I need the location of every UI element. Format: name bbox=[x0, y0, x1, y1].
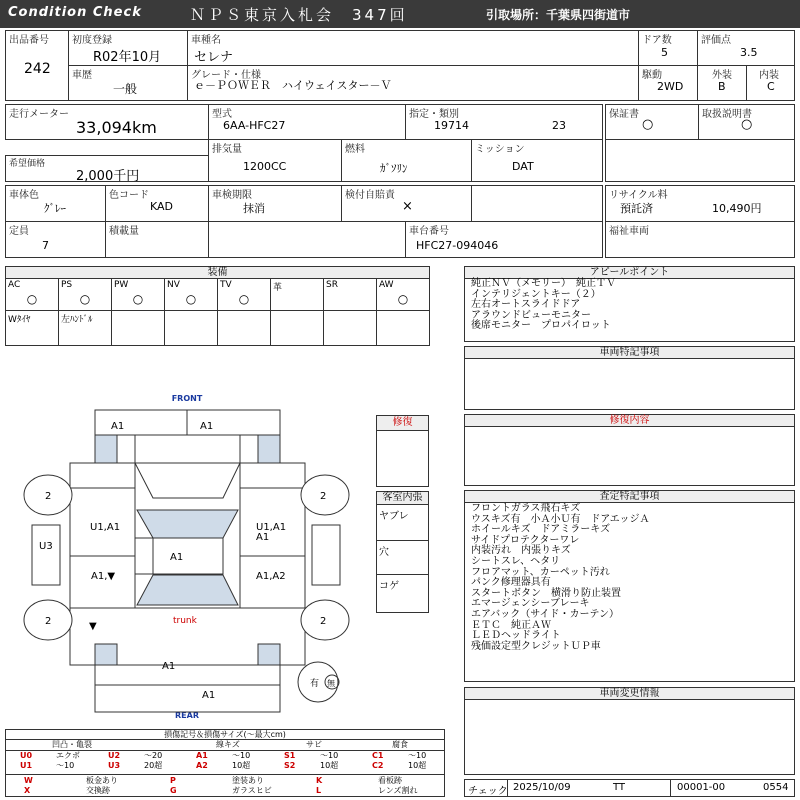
inspection-notes-box bbox=[464, 490, 795, 682]
score: 3.5 bbox=[740, 46, 758, 59]
equipment-cell bbox=[377, 311, 429, 346]
legend-code: S2 bbox=[284, 761, 296, 770]
legend-group-3: サビ bbox=[306, 740, 322, 749]
repair-box-title: 修復 bbox=[377, 416, 428, 431]
label-front-bumper-right: A1 bbox=[200, 421, 214, 432]
equipment-cell bbox=[112, 311, 165, 346]
label-rear-panel: A1 bbox=[162, 661, 176, 672]
lot-box: 出品番号 242 bbox=[5, 30, 69, 101]
equipment-cell bbox=[59, 311, 112, 346]
equipment-value: ○ bbox=[238, 292, 250, 306]
left-body-line bbox=[70, 463, 95, 665]
legend-code-2: K bbox=[316, 776, 323, 785]
damage-legend bbox=[5, 729, 445, 797]
welfare-box: 福祉車両 bbox=[605, 221, 795, 258]
interior-status-box bbox=[376, 491, 429, 613]
load-box: 積載量 bbox=[105, 221, 209, 258]
legend-group-1: 凹凸・亀裂 bbox=[52, 740, 92, 749]
interior-box: 内装 C bbox=[746, 65, 795, 101]
lot-number: 242 bbox=[24, 61, 51, 77]
legend-code-2: X bbox=[24, 786, 31, 795]
legend-code-2: L bbox=[316, 786, 322, 795]
equipment-cell bbox=[6, 311, 59, 346]
checker: TT bbox=[613, 782, 626, 793]
legend-code: U0 bbox=[20, 751, 33, 760]
mileage: 33,094km bbox=[76, 118, 157, 137]
first-reg: R02年10月 bbox=[93, 50, 162, 65]
interior-item-koge: コゲ bbox=[379, 581, 399, 592]
equipment-key: AW bbox=[379, 280, 394, 290]
displacement-box: 排気量 1200CC bbox=[208, 139, 342, 182]
label-rl-door: A1,▼ bbox=[91, 571, 116, 582]
legend-code: U1 bbox=[20, 761, 33, 770]
color-box: 車体色 ｸﾞﾚｰ bbox=[5, 185, 106, 222]
fl-light bbox=[95, 435, 117, 463]
equipment-key: Wﾀｲﾔ bbox=[8, 315, 31, 325]
recycle-fee: 10,490円 bbox=[712, 202, 762, 215]
interior-status-title: 客室内張 bbox=[377, 492, 428, 505]
rear-left-door bbox=[70, 556, 135, 608]
legend-text: 10超 bbox=[408, 761, 427, 770]
capacity-box: 定員 7 bbox=[5, 221, 106, 258]
self-liability: × bbox=[402, 199, 413, 214]
equipment-cell bbox=[324, 311, 377, 346]
label-rr-door: A1,A2 bbox=[256, 571, 286, 582]
windshield-glass bbox=[137, 510, 238, 538]
legend-text: ～10 bbox=[408, 751, 427, 760]
footer-code: 00001-00 bbox=[677, 782, 726, 793]
price-box: 希望価格 2,000千円 bbox=[5, 155, 209, 182]
legend-text: ～20 bbox=[144, 751, 163, 760]
recycle-status: 預託済 bbox=[620, 202, 653, 215]
history: 一般 bbox=[113, 82, 138, 96]
equipment-key: NV bbox=[167, 280, 180, 290]
label-left-side: U3 bbox=[39, 541, 53, 552]
footer-number: 0554 bbox=[763, 782, 789, 793]
legend-text: ～10 bbox=[232, 751, 251, 760]
self-liability-box: 検付自賠責 × bbox=[341, 185, 472, 222]
appeal-list: 純正ＮＶ（メモリー） 純正ＴＶ インテリジェントキー（２） 左右オートスライドドア アラウンドビューモニター 後席モニター プロパイロット bbox=[471, 278, 616, 332]
right-side-panel bbox=[312, 525, 340, 585]
equipment-cell bbox=[218, 279, 271, 311]
interior: C bbox=[767, 80, 775, 93]
exterior-box: 外装 B bbox=[697, 65, 747, 101]
legend-code: A1 bbox=[196, 751, 208, 760]
inspection-notes-list: フロントガラス飛石キズ ウスキズ有 小Ａ小Ｕ有 ドアエッジＡ ホイールキズ ドアミラーキズ サイドプロテクターワレ 内装汚れ 内張りキズ シートスレ、ヘタリ フロアマット、カーペット汚れ パンク修理器具有 スタートボタン 横滑り防止装置 エマージェンシーブレーキ エアバック（サイド・カーテン） ＥＴＣ 純正ＡＷ ＬＥＤヘッドライト 残価設定型クレジットＵＰ車 bbox=[471, 503, 650, 652]
first-reg-box: 初度登録 R02年10月 bbox=[68, 30, 188, 66]
label-roof: A1 bbox=[170, 552, 184, 563]
legend-code: U2 bbox=[108, 751, 121, 760]
legend-text: 10超 bbox=[232, 761, 251, 770]
legend-title: 損傷記号＆損傷サイズ(～最大cm) bbox=[6, 730, 444, 740]
appeal-box bbox=[464, 266, 795, 342]
equipment-value: ○ bbox=[132, 292, 144, 306]
manual: ○ bbox=[741, 117, 753, 132]
price: 2,000千円 bbox=[76, 169, 140, 184]
color-code-box: 色コード KAD bbox=[105, 185, 209, 222]
equipment-value: ○ bbox=[397, 292, 409, 306]
rear-bumper bbox=[95, 665, 280, 712]
equipment-cell bbox=[165, 279, 218, 311]
label-trunk: trunk bbox=[173, 616, 197, 626]
fuel: ｶﾞｿﾘﾝ bbox=[380, 162, 408, 175]
legend-text-2: 看板跡 bbox=[378, 776, 402, 785]
rear-right-door bbox=[240, 556, 305, 608]
equipment-key: 左ﾊﾝﾄﾞﾙ bbox=[61, 315, 93, 325]
rear-label: REAR bbox=[175, 711, 199, 720]
equipment-key: TV bbox=[220, 280, 232, 290]
doors-box: ドア数 5 bbox=[638, 30, 698, 66]
exterior: B bbox=[718, 80, 726, 93]
legend-group-2: 線キズ bbox=[216, 740, 240, 749]
label-fl-door: U1,A1 bbox=[90, 522, 121, 533]
inspection-expiry: 抹消 bbox=[243, 202, 265, 215]
chassis-box: 車台番号 HFC27-094046 bbox=[405, 221, 603, 258]
appeal-title: アピールポイント bbox=[465, 267, 794, 279]
fuel-box: 燃料 ｶﾞｿﾘﾝ bbox=[341, 139, 472, 182]
designation-box: 指定・類別 19714 23 bbox=[405, 104, 603, 140]
legend-text-2: 板金あり bbox=[86, 776, 118, 785]
car-name: セレナ bbox=[194, 50, 234, 65]
label-fr-door-1: U1,A1 bbox=[256, 522, 287, 533]
equipment-cell bbox=[59, 279, 112, 311]
model: 6AA-HFC27 bbox=[223, 119, 286, 132]
interior-item-yabure: ヤブレ bbox=[379, 511, 409, 522]
change-info-box bbox=[464, 687, 795, 775]
car-name-box: 車種名 セレナ bbox=[187, 30, 639, 66]
label-front-bumper-left: A1 bbox=[111, 421, 125, 432]
legend-code-2: W bbox=[24, 776, 33, 785]
chassis-number: HFC27-094046 bbox=[416, 239, 499, 252]
rear-glass bbox=[137, 575, 238, 605]
label-spare-mark: 無 bbox=[327, 679, 335, 688]
label-wheel-fl: 2 bbox=[45, 491, 52, 502]
repair-content-title: 修復内容 bbox=[465, 415, 794, 427]
legend-code: C2 bbox=[372, 761, 384, 770]
equipment-cell bbox=[6, 279, 59, 311]
legend-group-4: 腐食 bbox=[392, 740, 408, 749]
repair-box bbox=[376, 415, 429, 487]
roof-panel bbox=[153, 538, 223, 574]
equipment-cell bbox=[271, 311, 324, 346]
equipment-key: SR bbox=[326, 280, 338, 290]
legend-text: ～10 bbox=[56, 761, 75, 770]
legend-text: ～10 bbox=[320, 751, 339, 760]
category: 23 bbox=[552, 119, 566, 132]
color-code: KAD bbox=[150, 200, 174, 213]
rl-light bbox=[95, 644, 117, 665]
header-bar bbox=[0, 0, 800, 28]
check-date: 2025/10/09 bbox=[513, 782, 571, 793]
legend-text: 20超 bbox=[144, 761, 163, 770]
warranty: ○ bbox=[642, 117, 654, 132]
legend-text: 10超 bbox=[320, 761, 339, 770]
drive-box: 駆動 2WD bbox=[638, 65, 698, 101]
capacity: 7 bbox=[42, 239, 49, 252]
color: ｸﾞﾚｰ bbox=[44, 202, 66, 215]
condition-check-title: Condition Check bbox=[8, 5, 142, 20]
footer-check bbox=[464, 779, 795, 797]
blank-box-right bbox=[605, 139, 795, 182]
inspection-notes-title: 査定特記事項 bbox=[465, 491, 794, 503]
legend-code: U3 bbox=[108, 761, 121, 770]
manual-box: 取扱説明書 ○ bbox=[698, 104, 795, 140]
pickup-location: 引取場所：千葉県四街道市 bbox=[486, 8, 631, 22]
front-label: FRONT bbox=[171, 394, 203, 403]
legend-text-2: ガラスヒビ bbox=[232, 786, 272, 795]
blank-mid-box bbox=[471, 185, 603, 222]
legend-text: エクボ bbox=[56, 751, 80, 760]
mission: DAT bbox=[512, 160, 534, 173]
special-notes-title: 車両特記事項 bbox=[465, 347, 794, 359]
change-info-title: 車両変更情報 bbox=[465, 688, 794, 700]
fr-light bbox=[258, 435, 280, 463]
inspection-box: 車検期限 抹消 bbox=[208, 185, 342, 222]
equipment-value: ○ bbox=[185, 292, 197, 306]
legend-text-2: レンズ割れ bbox=[378, 786, 418, 795]
legend-code: C1 bbox=[372, 751, 384, 760]
car-damage-diagram bbox=[0, 380, 376, 725]
left-side-panel bbox=[32, 525, 60, 585]
equipment-cell bbox=[112, 279, 165, 311]
legend-code: A2 bbox=[196, 761, 208, 770]
label-fr-door-2: A1 bbox=[256, 532, 270, 543]
check-label: チェック bbox=[468, 786, 508, 797]
equipment-cell bbox=[377, 279, 429, 311]
equipment-cell bbox=[165, 311, 218, 346]
mission-box: ミッション DAT bbox=[471, 139, 603, 182]
equipment-key: PS bbox=[61, 280, 73, 290]
model-box: 型式 6AA-HFC27 bbox=[208, 104, 406, 140]
equipment-key: PW bbox=[114, 280, 129, 290]
equipment-key: AC bbox=[8, 280, 21, 290]
grade-box: グレード・仕様 ｅ－ＰＯＷＥＲ ハイウェイスター－Ｖ bbox=[187, 65, 639, 101]
legend-code-2: G bbox=[170, 786, 177, 795]
equipment-value: ○ bbox=[26, 292, 38, 306]
legend-text-2: 交換跡 bbox=[86, 786, 110, 795]
designation: 19714 bbox=[434, 119, 469, 132]
drive: 2WD bbox=[657, 80, 684, 93]
legend-code-2: P bbox=[170, 776, 176, 785]
label-wheel-fr: 2 bbox=[320, 491, 327, 502]
equipment-box bbox=[5, 266, 430, 346]
doors: 5 bbox=[661, 46, 668, 59]
special-notes-box bbox=[464, 346, 795, 410]
warranty-box: 保証書 ○ bbox=[605, 104, 699, 140]
mileage-box: 走行メーター 33,094km bbox=[5, 104, 209, 140]
hood bbox=[95, 435, 280, 463]
grade: ｅ－ＰＯＷＥＲ ハイウェイスター－Ｖ bbox=[194, 79, 392, 92]
legend-code: S1 bbox=[284, 751, 296, 760]
recycle-box: リサイクル料 預託済 10,490円 bbox=[605, 185, 795, 222]
label-rear-bumper: A1 bbox=[202, 690, 216, 701]
history-box: 車歴 一般 bbox=[68, 65, 188, 101]
equipment-cell bbox=[218, 311, 271, 346]
rr-light bbox=[258, 644, 280, 665]
equipment-value: ○ bbox=[79, 292, 91, 306]
interior-item-ana: 穴 bbox=[379, 547, 389, 558]
blank-box-row6 bbox=[208, 221, 406, 258]
label-rear-left: ▼ bbox=[89, 621, 97, 632]
label-wheel-rl: 2 bbox=[45, 616, 52, 627]
displacement: 1200CC bbox=[243, 160, 287, 173]
label-wheel-rr: 2 bbox=[320, 616, 327, 627]
legend-text-2: 塗装あり bbox=[232, 776, 264, 785]
score-box: 評価点 3.5 bbox=[697, 30, 795, 66]
equipment-cell bbox=[324, 279, 377, 311]
equipment-key: 革 bbox=[273, 283, 283, 293]
label-spare: 有 bbox=[310, 679, 320, 689]
auction-title: ＮＰＳ東京入札会 347回 bbox=[190, 6, 408, 24]
repair-content-box bbox=[464, 414, 795, 486]
equipment-title: 装備 bbox=[6, 267, 429, 279]
equipment-cell bbox=[271, 279, 324, 311]
